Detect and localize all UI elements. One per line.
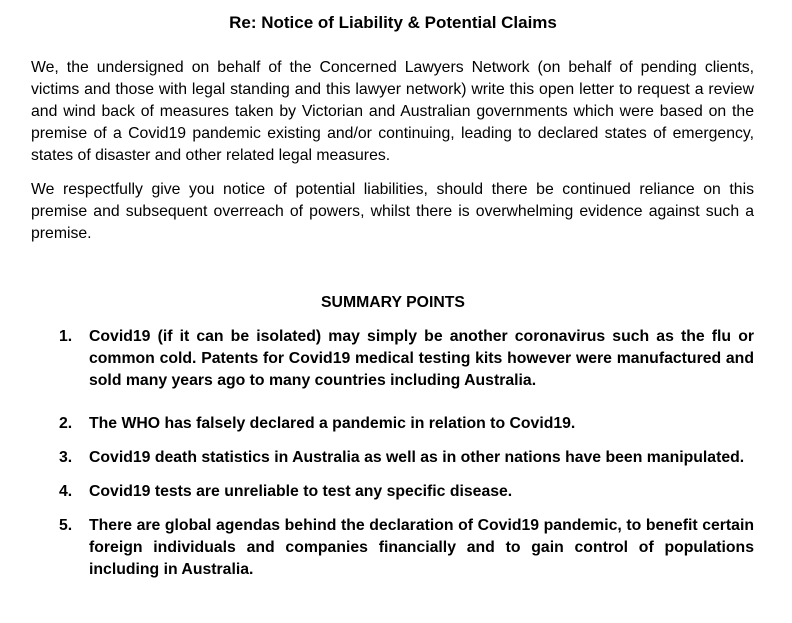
summary-point-text: Covid19 (if it can be isolated) may simply be another coronavirus such as the flu or common cold. Patents for Covid19 medical testing kits however were manufactured and sold many years ago to many countries including Australia. xyxy=(89,328,754,389)
summary-point-number: 2. xyxy=(59,415,73,432)
summary-point xyxy=(0,481,754,503)
summary-point-number: 4. xyxy=(59,483,73,500)
summary-point-text: There are global agendas behind the declaration of Covid19 pandemic, to benefit certain foreign individuals and companies financially and to gain control of populations including in Australia. xyxy=(89,517,754,578)
summary-point xyxy=(0,515,754,581)
summary-heading: SUMMARY POINTS xyxy=(321,294,465,311)
summary-point xyxy=(0,413,754,435)
document-title: Re: Notice of Liability & Potential Claims xyxy=(229,13,557,32)
summary-points-list xyxy=(0,326,792,581)
summary-point-text: Covid19 tests are unreliable to test any specific disease. xyxy=(89,483,513,500)
intro-paragraph: We, the undersigned on behalf of the Concerned Lawyers Network (on behalf of pending clients, victims and those with legal standing and this lawyer network) write this open letter to request a review and wind back of measures taken by Victorian and Australian governments which were based on the premise of a Covid19 pandemic existing and/or continuing, leading to declared states of emergency, states of disaster and other related legal measures. xyxy=(31,59,754,164)
summary-point-number: 5. xyxy=(59,517,73,534)
summary-point-number: 1. xyxy=(59,328,73,345)
summary-point-text: The WHO has falsely declared a pandemic in relation to Covid19. xyxy=(89,415,576,432)
summary-point xyxy=(0,447,754,469)
notice-paragraph: We respectfully give you notice of potential liabilities, should there be continued reliance on this premise and subsequent overreach of powers, whilst there is overwhelming evidence against such a premise. xyxy=(31,181,754,242)
summary-point xyxy=(0,326,754,392)
summary-point-text: Covid19 death statistics in Australia as well as in other nations have been manipulated. xyxy=(89,449,745,466)
summary-point-number: 3. xyxy=(59,449,73,466)
